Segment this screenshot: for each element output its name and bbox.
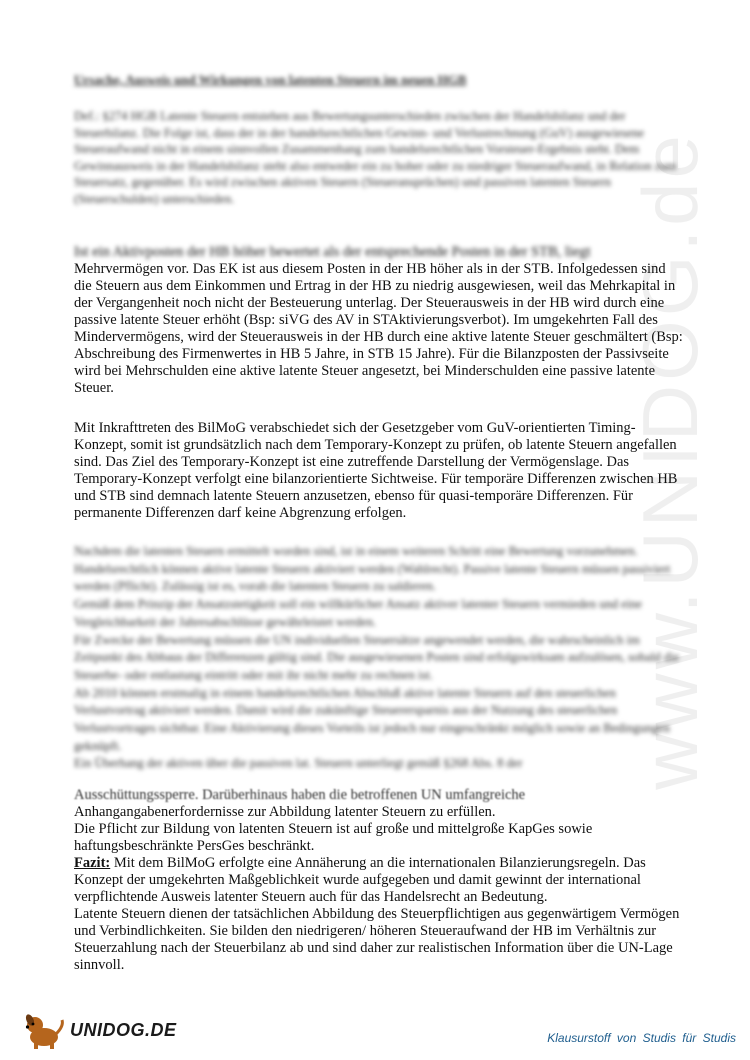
footer-slogan: Klausurstoff von Studis für Studis (547, 1031, 736, 1045)
closing-text: Latente Steuern dienen der tatsächlichen Abbildung des Steuerpflichtigen aus gegenwärtigem Vermögen und Verbindlichkeiten. Sie bilden den niedrigeren/ höheren Steueraufwand der HB im Verhältnis zur Steuerzahlung nach der Steuerbilanz ab und sind daher zur realistischen Information über die UN-Lage sinnvoll. (74, 906, 680, 973)
pflicht-text: Die Pflicht zur Bildung von latenten Steuern ist auf große und mittelgroße KapGes sowie haftungsbeschränkte PersGes beschränkt. (74, 821, 593, 854)
fazit-label: Fazit: (74, 855, 111, 871)
verlustvortrag-paragraph: Ab 2010 können erstmalig in einem handelsrechtlichen Abschluß aktive latente Steuern auf den steuerlichen Verlustvortrag aktiviert werden. Damit wird die zukünftige Steuerersparnis aus der Nutzung des steuerlichen Verlustvortrages sichtbar. Eine Aktivierung dieses Vorteils ist jedoch nur eingeschränkt möglich sowie an Bedingungen geknüpft. (74, 685, 670, 753)
ueberhang-paragraph: Ein Überhang der aktiven über die passiven lat. Steuern unterliegt gemäß §268 Abs. 8 der (74, 756, 523, 771)
intro-text: Def.: §274 HGB Latente Steuern entstehen aus Bewertungsunterschieden zwischen der Handelsbilanz und der Steuerbilanz. Die Folge ist, dass der in der handelsrechtlichen Gewinn- und Verlustrechnung (GuV) ausgewiesene Steueraufwand nicht in einem sinnvollen Zusammenhang zum handelsrechtlichen Vorsteuer-Ergebnis steht. Dem Gewinnausweis in der Handelsbilanz steht also entweder ein zu hoher oder zu niedriger Steueraufwand, in Relation zum Steuersatz, gegenüber. Es wird zwischen aktiven Steuern (Steueransprüchen) und passiven latenten Steuern (Steuerschulden) unterschieden. (74, 109, 677, 206)
ansatzstetigkeit-paragraph: Gemäß dem Prinzip der Ansatzstetigkeit soll ein willkürlicher Ansatz aktiver latenter Steuern vermieden und eine Vergleichbarkeit der Jahresabschlüsse gewährleistet werden. (74, 597, 642, 629)
mehrvermoegen-lead-line: Ist ein Aktivposten der HB höher bewertet als der entsprechende Posten in der STB, liegt (74, 244, 591, 260)
fazit-paragraph (74, 855, 686, 906)
intro-paragraph (74, 108, 686, 207)
watermark-text: www.UNIDOG.de (625, 130, 714, 790)
fazit-text: Mit dem BilMoG erfolgte eine Annäherung an die internationalen Bilanzierungsregeln. Das Konzept der umgekehrten Maßgeblichkeit wurde aufgegeben und damit gewinnt der international verpflichtende Ausweis latenter Steuern auch für das Handelsrecht an Bedeutung. (74, 855, 646, 905)
steuersaetze-paragraph: Für Zwecke der Bewertung müssen die UN individuellen Steuersätze angewendet werden, die wahrscheinlich im Zeitpunkt des Abbaus der Differenzen gültig sind. Die ausgewiesenen Posten sind erfolgswirksam aufzulösen, sobald die Steuerbe- oder entlastung eintritt oder mit ihr nicht mehr zu rechnen ist. (74, 632, 680, 682)
dog-icon (22, 1010, 68, 1050)
conclusion-section (74, 787, 686, 974)
ausschuettungssperre-line: Ausschüttungssperre. Darüberhinaus haben die betroffenen UN umfangreiche (74, 787, 526, 803)
bilmog-paragraph (74, 420, 686, 522)
document-title: Ursache, Ausweis und Wirkungen von latenten Steuern im neuen HGB (74, 72, 467, 87)
bewertung-paragraph: Nachdem die latenten Steuern ermittelt worden sind, ist in einem weiteren Schritt eine Bewertung vorzunehmen. Handelsrechtlich können aktive latente Steuern aktiviert werden (Wahlrecht). Passive latente Steuern müssen passiviert werden (Pflicht). Zulässig ist es, vorab die latenten Steuern zu saldieren. (74, 544, 671, 594)
mehrvermoegen-text: Mehrvermögen vor. Das EK ist aus diesem Posten in der HB höher als in der STB. Infolgedessen sind die Steuern aus dem Einkommen und Ertrag in der HB zu niedrig ausgewiesen, weil das Mehrkapital in der Vergangenheit noch nicht der Besteuerung unterlag. Der Steuerausweis in der HB wird durch eine passive latente Steuer erhöht (Bsp: siVG des AV in STAktivierungsverbot). Im umgekehrten Fall des Mindervermögens, wird der Steuerausweis in der HB durch eine aktive latente Steuer geschmältert (Bsp: Abschreibung des Firmenwertes in HB 5 Jahre, in STB 15 Jahre). Für die Bilanzposten der Passivseite wird bei Mehrschulden eine aktive latente Steuer angesetzt, bei Minderschulden eine passive latente Steuer. (74, 261, 683, 396)
unidog-logo[interactable] (22, 1010, 182, 1050)
logo-text: UNIDOG.DE (70, 1019, 177, 1040)
bilmog-text: Mit Inkrafttreten des BilMoG verabschiedet sich der Gesetzgeber vom GuV-orientierten Timing-Konzept, somit ist grundsätzlich nach dem Temporary-Konzept zu prüfen, ob latente Steuern angefallen sind. Das Ziel des Temporary-Konzept ist eine zutreffende Darstellung der Vermögenslage. Das Temporary-Konzept verfolgt eine bilanzorientierte Sichtweise. Für temporäre Differenzen zwischen HB und STB sind demnach latente Steuern anzusetzen, ebenso für quasi-temporäre Differenzen. Für permanente Differenzen darf keine Abgrenzung erfolgen. (74, 420, 678, 521)
mehrvermoegen-paragraph (74, 244, 686, 397)
anhangangaben-text: Anhangangabenerfordernisse zur Abbildung latenter Steuern zu erfüllen. (74, 804, 496, 820)
bewertung-section (74, 543, 686, 773)
